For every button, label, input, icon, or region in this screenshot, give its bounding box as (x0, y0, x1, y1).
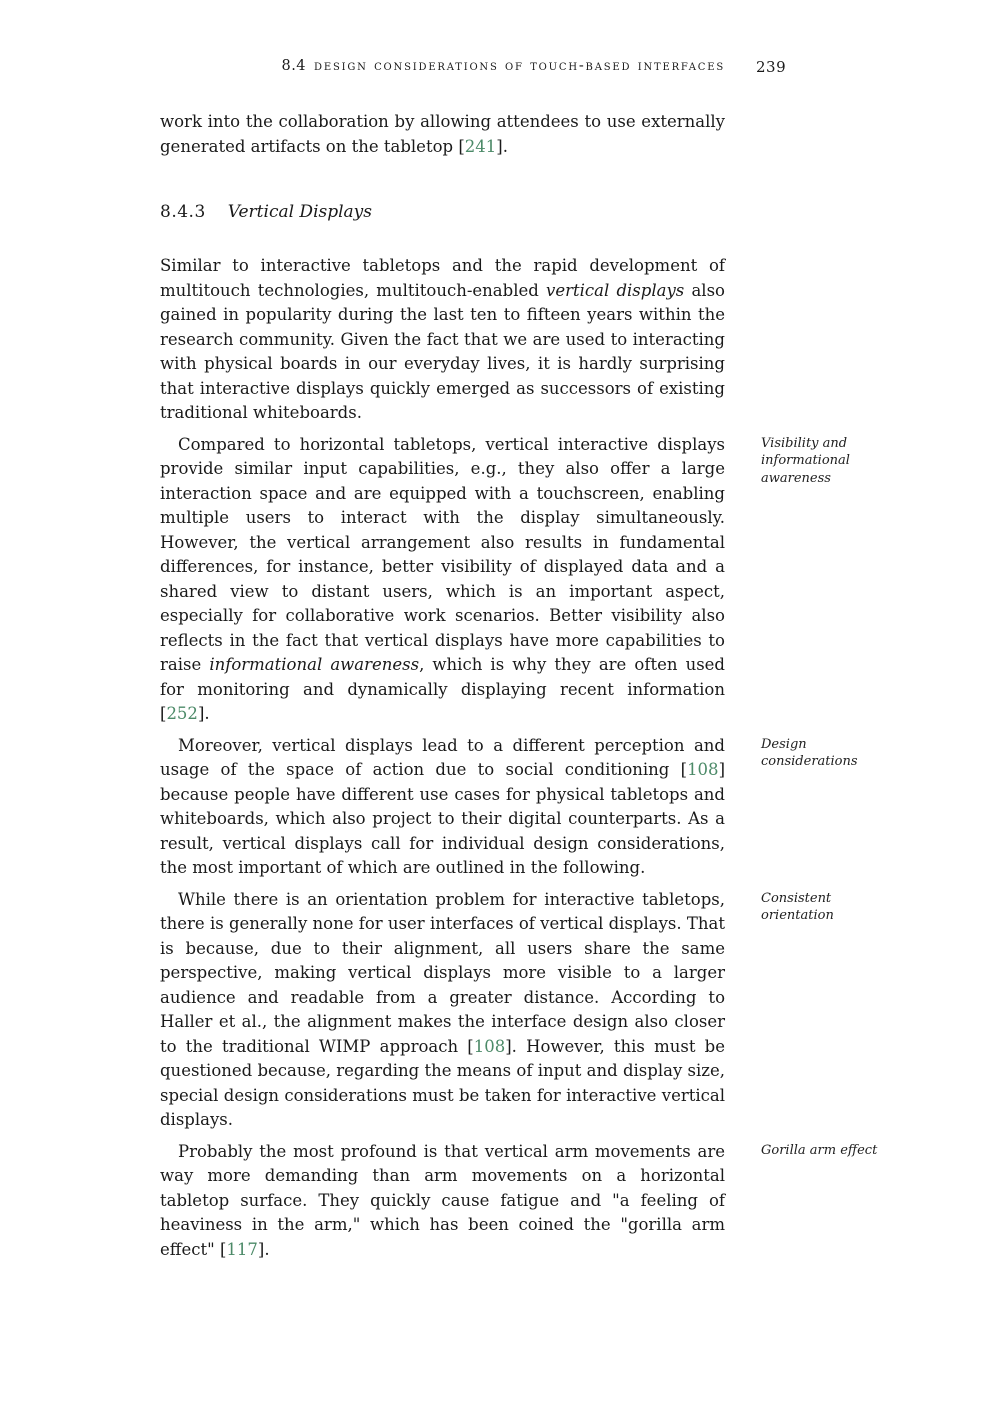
subsection-title: Vertical Displays (227, 202, 373, 222)
citation-ref[interactable]: 252 (166, 704, 198, 723)
citation-ref[interactable]: 108 (473, 1036, 506, 1056)
emphasized-text: informational awareness (209, 655, 420, 674)
body-text: also gained in popularity during the last ten to fifteen years within the research community. Given the fact that we are used to interacting with physical boards in our everyday lives, it is hardly surprising that interactive displays quickly emerged as successors of existing traditional whiteboards. (160, 280, 725, 422)
body-text: While there is an orientation problem for interactive tabletops, there is generally none for user interfaces of vertical displays. That is because, due to their alignment, all users share the same perspective, making vertical displays more visible to a larger audience and readable from a greater distance. According to Haller et al., the alignment makes the interface design also closer to the traditional WIMP approach [ (160, 889, 725, 1056)
running-header-title: design considerations of touch-based interfaces (314, 58, 725, 74)
paragraph (160, 433, 850, 727)
margin-note: Design considerations (761, 736, 858, 769)
margin-note: Gorilla arm effect (761, 1142, 878, 1158)
page-body (160, 110, 878, 1269)
body-text: ]. (257, 1239, 270, 1259)
body-text: ] because people have different use cases for physical tabletops and whiteboards, which also project to their digital counterparts. As a result, vertical displays call for individual design considerations, the most important of which are outlined in the following. (160, 760, 725, 877)
page-number: 239 (756, 58, 787, 76)
paragraph (160, 254, 725, 426)
body-text: work into the collaboration by allowing attendees to use externally generated artifacts on the tabletop [ (160, 112, 725, 156)
running-header-section-number: 8.4 (281, 58, 307, 74)
subsection-heading (160, 200, 725, 224)
margin-note: Consistent orientation (761, 890, 834, 923)
body-text: ]. (496, 136, 508, 156)
body-text: Compared to horizontal tabletops, vertical interactive displays provide similar input capabilities, e.g., they also offer a large interaction space and are equipped with a touchscreen, enabling multiple users to interact with the display simultaneously. However, the vertical arrangement also results in fundamental differences, for instance, better visibility of displayed data and a shared view to distant users, which is an important aspect, especially for collaborative work scenarios. Better visibility also reflects in the fact that vertical displays have more capabilities to raise (160, 434, 725, 674)
body-text: ]. However, this must be questioned because, regarding the means of input and display size, special design considerations must be taken for interactive vertical displays. (160, 1036, 725, 1129)
paragraph (160, 110, 725, 159)
citation-ref[interactable]: 117 (226, 1239, 258, 1259)
body-text: ]. (197, 704, 210, 723)
paragraph (160, 734, 858, 881)
citation-ref[interactable]: 108 (687, 760, 719, 779)
paragraph (160, 888, 834, 1133)
body-text: Similar to interactive tabletops and the rapid development of multitouch technologies, multitouch-enabled (160, 256, 725, 300)
running-header (160, 58, 725, 74)
body-text: , which is why they are often used for monitoring and dynamically displaying recent information [ (160, 655, 725, 723)
citation-ref[interactable]: 241 (464, 136, 497, 156)
body-text: Moreover, vertical displays lead to a different perception and usage of the space of action due to social conditioning [ (160, 735, 725, 779)
paragraph (160, 1140, 878, 1263)
margin-note: Visibility and informational awareness (761, 435, 850, 486)
body-text: Probably the most profound is that vertical arm movements are way more demanding than arm movements on a horizontal tabletop surface. They quickly cause fatigue and "a feeling of heaviness in the arm," which has been coined the "gorilla arm effect" [ (160, 1141, 725, 1259)
emphasized-text: vertical displays (546, 280, 685, 300)
subsection-number: 8.4.3 (160, 202, 206, 222)
